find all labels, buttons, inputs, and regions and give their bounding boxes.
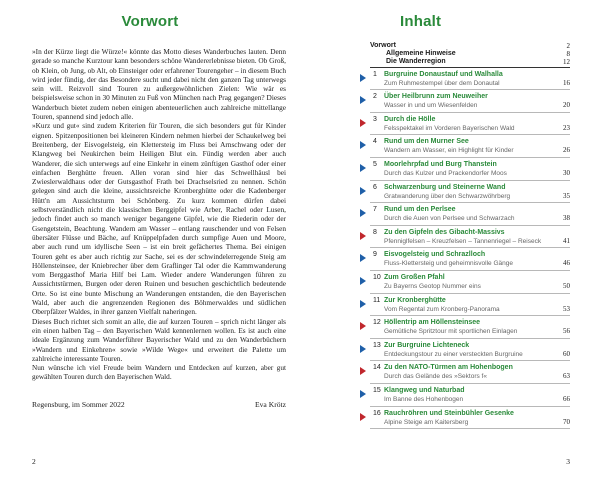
toc-front-page: 2	[566, 42, 570, 50]
signature-place: Regensburg, im Sommer 2022	[32, 400, 125, 409]
toc-entry[interactable]	[370, 248, 570, 271]
signature-name: Eva Krötz	[255, 400, 286, 409]
toc-entry-title: Zum Großen Pfahl	[384, 273, 445, 281]
tour-marker-icon	[360, 232, 366, 240]
toc-entry[interactable]	[370, 158, 570, 181]
preface-paragraph: Dieses Buch richtet sich somit an alle, die auf kurzen Touren – sprich nicht länger als ein einen halben Tag – den Bayerischen Wald kennenlernen wollen. Es ist auch eine ideale Ergänzung zum Wanderführer Bayerischer Wald und zu den Wanderbüchern »Wandern und Einkehren« sowie »Wilde Wege« und erweitert die Palette um zahlreiche interessante Touren.	[32, 316, 286, 363]
toc-entry-title: Rund um den Murner See	[384, 138, 469, 146]
toc-entry[interactable]	[370, 294, 570, 317]
toc-entry-subtitle: Zum Ruhmestempel über dem Donautal	[384, 79, 500, 87]
toc-entry-page: 46	[563, 259, 570, 268]
toc-entry[interactable]	[370, 361, 570, 384]
toc-entry[interactable]	[370, 316, 570, 339]
toc-entry-page: 53	[563, 304, 570, 313]
toc-entry-title: Burgruine Donaustauf und Walhalla	[384, 70, 503, 78]
toc-entry-title: Klangweg und Naturbad	[384, 386, 465, 394]
toc-entry-page: 41	[563, 236, 570, 245]
toc-entry[interactable]	[370, 135, 570, 158]
preface-paragraph: »Kurz und gut« sind zudem Kriterien für Touren, die sich besonders gut für Kinder eignen. Spitzenpositionen bei kleineren Kindern nehmen hierbei der Schaukelweg bei Breitenberg, der Eisvogelsteig, ein Klettersteig im Fluss bei Arnschwang oder der Klangweg bei Neukirchen beim Heiligen Blut ein. Fündig werden aber auch Wanderer, die sich unterwegs auf eine Einkehr in einem zünftigen Gasthof oder einer einfachen Berghütte freuen. Allen voran sind hier das Schwellhäusl bei Zwieslerwaldhaus oder der Gutsgasthof Frath bei Drachselsried zu nennen. Schön gelegen sind auch die kleine, aussichtsreiche Kronberghütte oder die Kadenberger Hütt'n am Aussichtsturm bei Schönberg. Zu kurz kommen dürfen dabei selbstverständlich nicht die klassischen Berggipfel wie Arber, Rachel oder Lusen, jedoch findet auch so manch weniger begangene Gipfel, wie die Riederin oder der Gsengetstein, Beachtung. Wandern am Wasser – entlang rauschender und von Felsen übersäter Flüsse und Bäche, auf Knüppelpfaden durch sumpfige Auen und Moore, aber auch rund um idyllische Seen – ist ein breit gefächertes Thema. Bei einigen Touren geht es aber auch richtig zur Sache, sei es der schwindelerregende Steig am Höllensteinsee, der Kniebrecher über dem Graflinger Tal oder die Kammwanderung vom Berggasthof Maria Hilf bei Lam. Wieder andere Wanderungen führen zu Aussichtstürmen, Burgen oder deren Ruinen und besuchen geschichtlich bedeutende Orte. So ist eine bunte Mischung an Wanderungen entstanden, die den Bayerischen Wald, aber auch die angrenzenden Regionen des Böhmerwaldes und südlichen Oberpfälzer Waldes, in ihrer ganzen Vielfalt naheringen.	[32, 121, 286, 317]
toc-front-page: 12	[563, 58, 570, 67]
toc-entry-page: 60	[563, 349, 570, 358]
tour-marker-icon	[360, 322, 366, 330]
toc-entry-subtitle: Vom Regental zum Kronberg-Panorama	[384, 305, 500, 313]
toc-entry-subtitle: Zu Bayerns Geotop Nummer eins	[384, 282, 481, 290]
toc-entry-title: Durch die Hölle	[384, 115, 436, 123]
toc-entry-page: 63	[563, 372, 570, 381]
tour-marker-icon	[360, 209, 366, 217]
toc-entry-title: Rund um den Perlsee	[384, 206, 456, 214]
toc-entries	[370, 67, 570, 430]
toc-entry-number: 1	[373, 70, 377, 78]
preface-body	[32, 47, 286, 382]
toc-entry-page: 35	[563, 191, 570, 200]
toc-entry-subtitle: Durch das Gelände des »Sektors f«	[384, 373, 487, 381]
tour-marker-icon	[360, 345, 366, 353]
toc-entry-title: Moorlehrpfad und Burg Thanstein	[384, 160, 497, 168]
right-page	[300, 0, 600, 480]
toc-entry-number: 8	[373, 228, 377, 236]
toc-entry-number: 15	[373, 386, 381, 394]
toc-front-item[interactable]	[370, 42, 570, 50]
toc-entry[interactable]	[370, 407, 570, 430]
toc-entry-page: 30	[563, 168, 570, 177]
toc-entry-title: Über Heilbrunn zum Neuweiher	[384, 93, 488, 101]
toc-entry-title: Zur Kronberghütte	[384, 296, 446, 304]
preface-title: Vorwort	[121, 13, 179, 30]
toc-entry-subtitle: Gratwanderung über den Schwarzwöhrberg	[384, 192, 511, 200]
tour-marker-icon	[360, 74, 366, 82]
table-of-contents	[370, 42, 570, 429]
toc-entry-subtitle: Wasser in und um Wiesenfelden	[384, 102, 478, 110]
toc-entry-number: 12	[373, 319, 381, 327]
tour-marker-icon	[360, 413, 366, 421]
toc-entry-page: 38	[563, 214, 570, 223]
toc-entry-page: 66	[563, 394, 570, 403]
toc-entry[interactable]	[370, 339, 570, 362]
toc-entry-number: 9	[373, 251, 377, 259]
toc-entry-subtitle: Felsspektakel im Vorderen Bayerischen Wald	[384, 124, 515, 132]
toc-entry-subtitle: Im Banne des Hohenbogen	[384, 395, 464, 403]
toc-front-label: Vorwort	[370, 42, 396, 49]
toc-front-item[interactable]	[370, 58, 570, 66]
toc-front-page: 8	[566, 50, 570, 59]
toc-front-item[interactable]	[370, 50, 570, 58]
tour-marker-icon	[360, 187, 366, 195]
toc-entry-page: 70	[563, 417, 570, 426]
toc-entry-number: 6	[373, 183, 377, 191]
toc-entry[interactable]	[370, 90, 570, 113]
toc-entry-number: 4	[373, 138, 377, 146]
toc-entry-title: Zur Burgruine Lichteneck	[384, 341, 470, 349]
tour-marker-icon	[360, 119, 366, 127]
toc-entry-title: Zu den NATO-Türmen am Hohenbogen	[384, 364, 513, 372]
toc-entry-number: 16	[373, 409, 381, 417]
toc-entry-number: 7	[373, 206, 377, 214]
toc-entry-title: Höllentrip am Höllensteinsee	[384, 319, 481, 327]
tour-marker-icon	[360, 96, 366, 104]
tour-marker-icon	[360, 300, 366, 308]
toc-entry[interactable]	[370, 226, 570, 249]
toc-entry-page: 16	[563, 78, 570, 87]
toc-entry[interactable]	[370, 113, 570, 136]
toc-entry[interactable]	[370, 181, 570, 204]
toc-entry-page: 50	[563, 281, 570, 290]
toc-entry-page: 20	[563, 101, 570, 110]
toc-entry-title: Zu den Gipfeln des Gibacht-Massivs	[384, 228, 505, 236]
toc-entry-number: 11	[373, 296, 381, 304]
toc-entry[interactable]	[370, 384, 570, 407]
toc-entry-number: 10	[373, 273, 381, 281]
toc-entry-page: 26	[563, 146, 570, 155]
page-number-left: 2	[32, 457, 36, 466]
front-matter	[370, 42, 570, 67]
tour-marker-icon	[360, 367, 366, 375]
tour-marker-icon	[360, 141, 366, 149]
tour-marker-icon	[360, 164, 366, 172]
toc-entry-subtitle: Entdeckungstour zu einer versteckten Burgruine	[384, 350, 523, 358]
toc-entry[interactable]	[370, 67, 570, 91]
toc-entry-number: 5	[373, 160, 377, 168]
contents-title: Inhalt	[400, 13, 442, 30]
toc-front-label: Die Wanderregion	[386, 58, 446, 66]
toc-entry-number: 13	[373, 341, 381, 349]
toc-entry-number: 14	[373, 364, 381, 372]
toc-entry-subtitle: Wandern am Wasser, ein Highlight für Kinder	[384, 147, 514, 155]
toc-entry-subtitle: Durch die Auen von Perlsee und Schwarzach	[384, 215, 515, 223]
preface-signature	[32, 400, 286, 409]
preface-paragraph: Nun wünsche ich viel Freude beim Wandern und Entdecken auf kurzen, aber gut gewählten Touren durch den Bayerischen Wald.	[32, 363, 286, 382]
toc-entry-subtitle: Pfenniglfelsen – Kreuzfelsen – Tannenriegel – Reiseck	[384, 237, 542, 245]
toc-entry[interactable]	[370, 271, 570, 294]
toc-entry-title: Schwarzenburg und Steinerne Wand	[384, 183, 506, 191]
toc-entry-subtitle: Gemütliche Spritztour mit sportlichen Einlagen	[384, 328, 518, 336]
preface-paragraph: »In der Kürze liegt die Würze!« könnte das Motto dieses Wanderbuches lauten. Denn gerade so manche Kurztour kann besonders schöne Wandererlebnisse bieten. Ob Groß, ob Klein, ob Jung, ob Alt, ob Einsteiger oder erfahrener Tourengeher – in diesem Buch wird jeder fündig, der das Besondere sucht und dabei nicht den ganzen Tag unterwegs sein will. Reizvoll sind Touren zu außergewöhnlichen Zielen: Wie wär es beispielsweise schon in 30 Minuten zu Fuß von München nach Prag gegangen? Dieses Wanderbuch bietet zudem neben einigen abenteuerlichen auch zahlreiche mittellange Touren, spannend sind jedoch alle.	[32, 47, 286, 122]
tour-marker-icon	[360, 277, 366, 285]
toc-entry-title: Rauchröhren und Steinbühler Gesenke	[384, 409, 514, 417]
toc-entry[interactable]	[370, 203, 570, 226]
toc-front-label: Allgemeine Hinweise	[386, 50, 456, 58]
toc-entry-title: Eisvogelsteig und Schrazlloch	[384, 251, 486, 259]
toc-entry-subtitle: Durch das Kulzer und Prackendorfer Moos	[384, 169, 507, 177]
toc-entry-subtitle: Alpine Steige am Kaitersberg	[384, 418, 469, 426]
toc-entry-number: 2	[373, 93, 377, 101]
toc-entry-page: 56	[563, 327, 570, 336]
tour-marker-icon	[360, 254, 366, 262]
toc-entry-page: 23	[563, 123, 570, 132]
page-number-right: 3	[566, 457, 570, 466]
toc-entry-number: 3	[373, 115, 377, 123]
tour-marker-icon	[360, 390, 366, 398]
toc-entry-subtitle: Fluss-Klettersteig und geheimnisvolle Gänge	[384, 260, 513, 268]
